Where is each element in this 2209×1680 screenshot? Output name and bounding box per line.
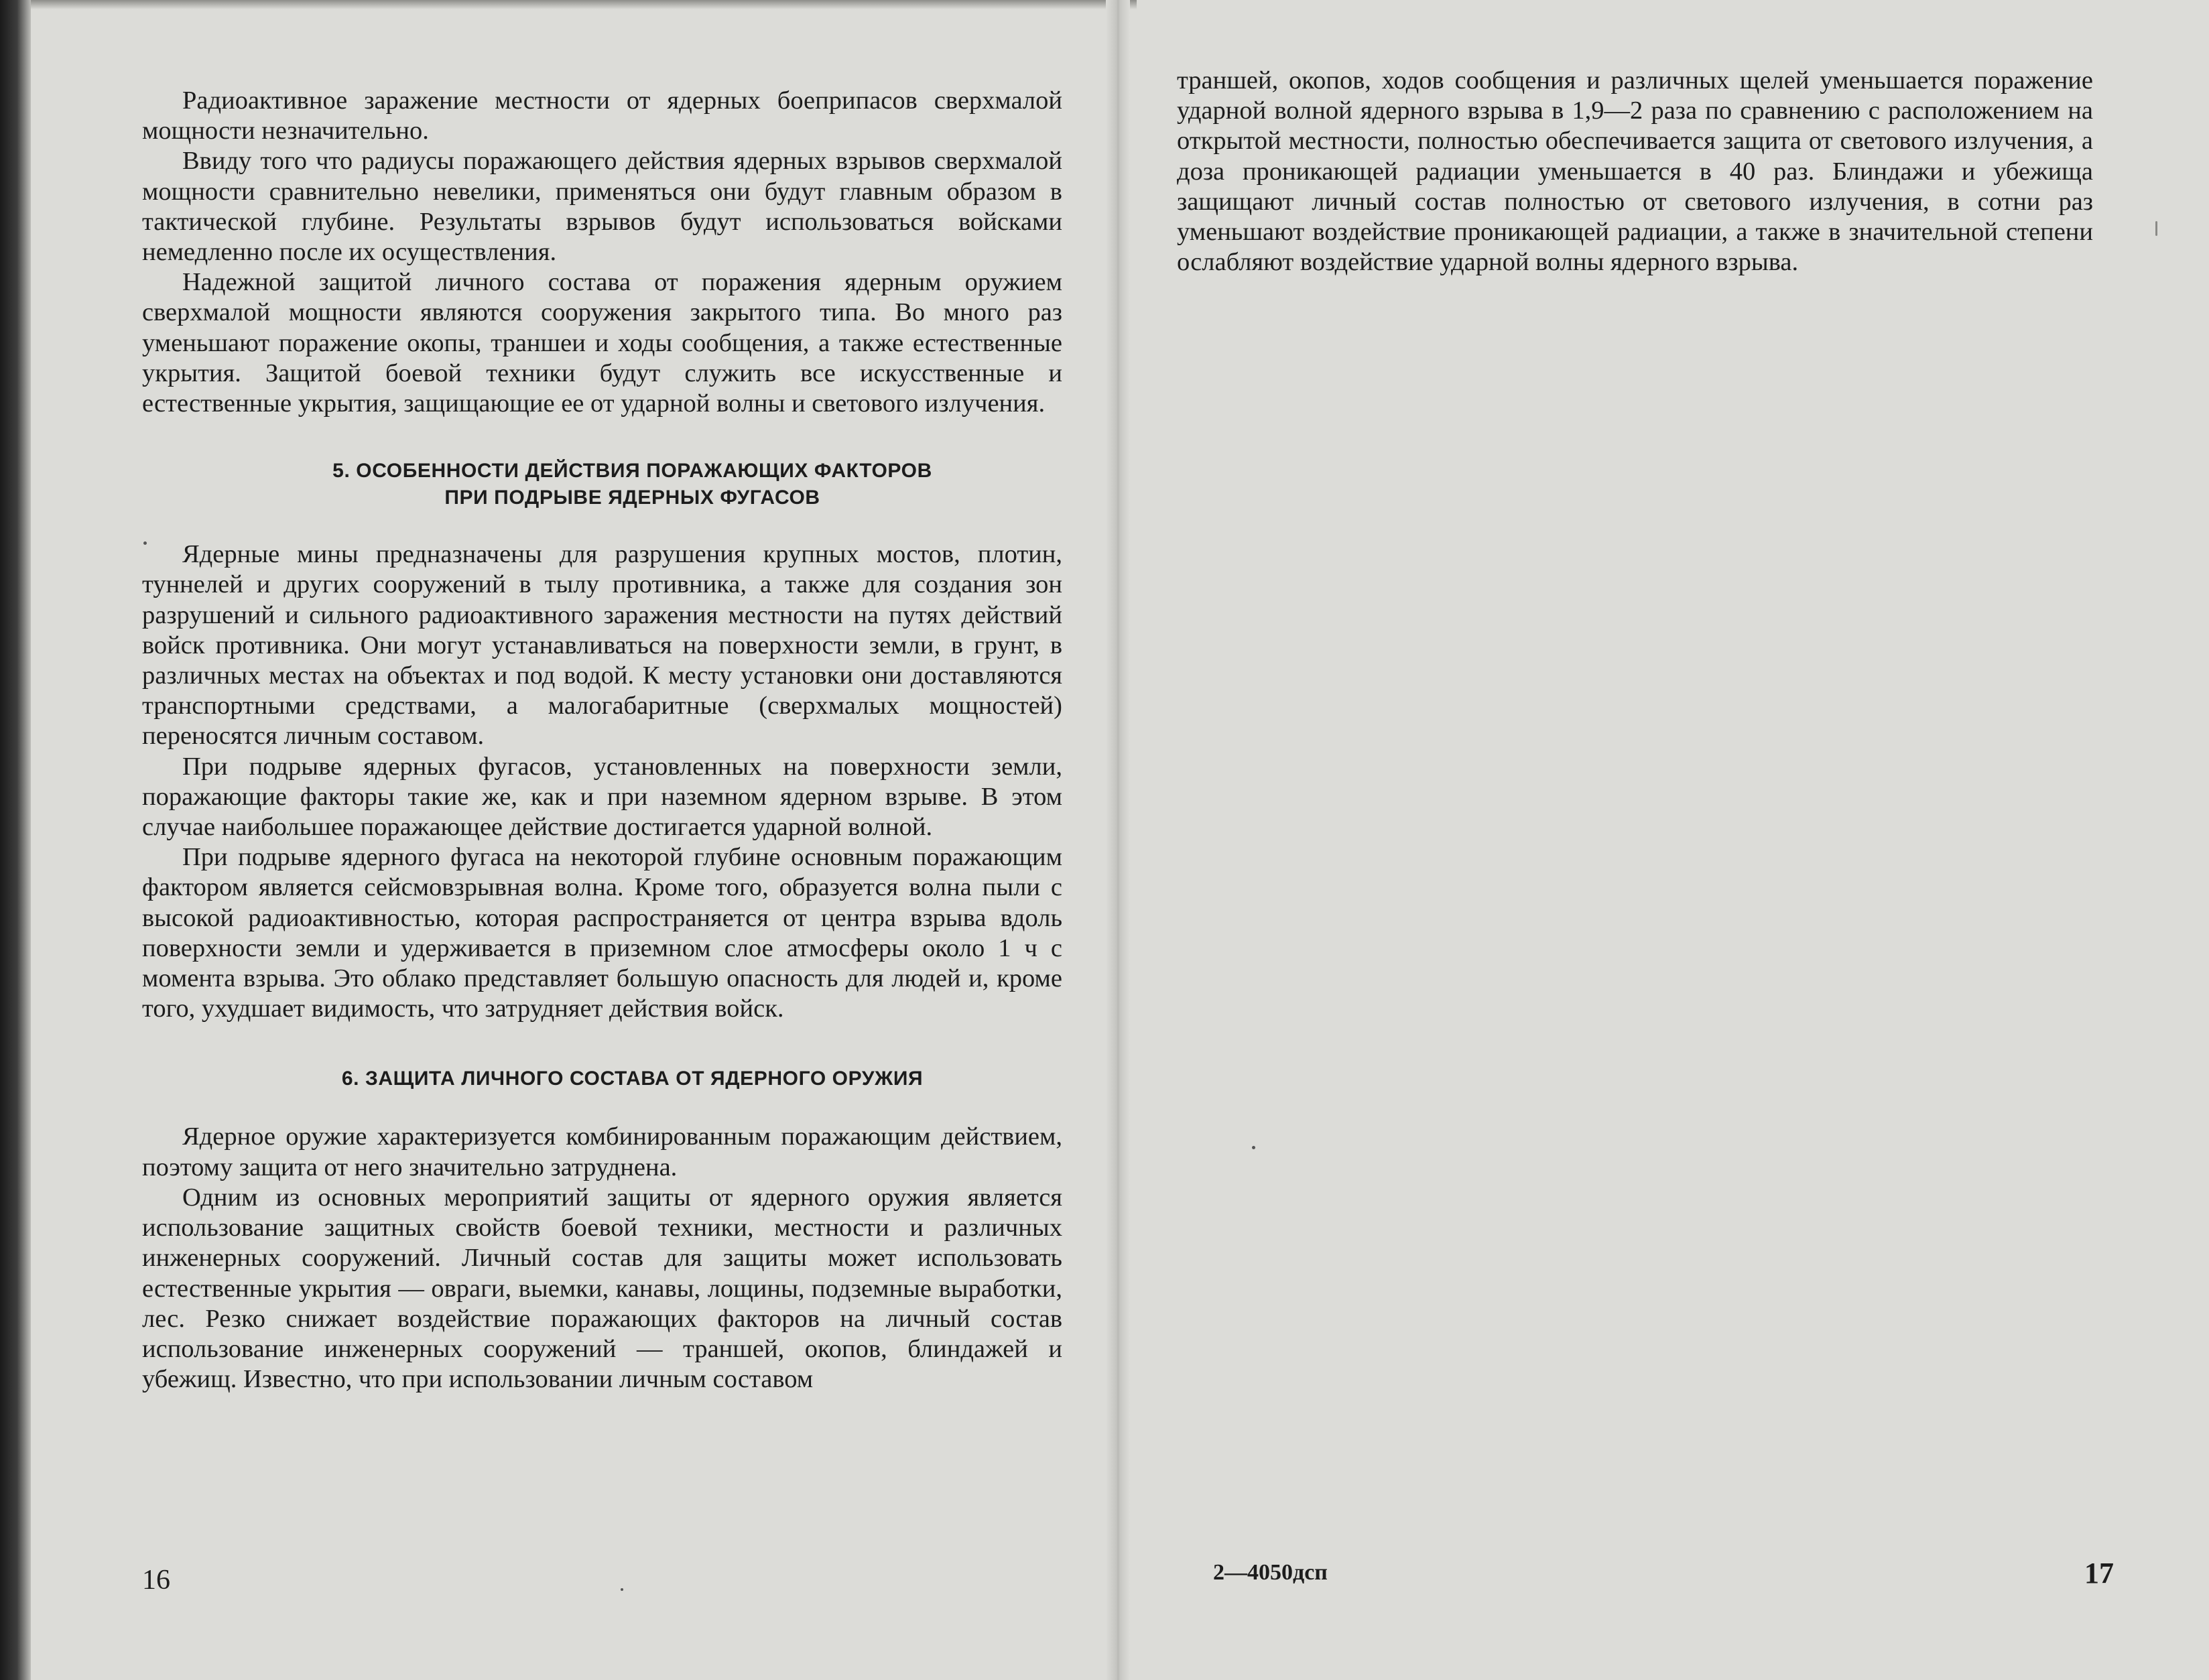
paragraph: Одним из основных мероприятий защиты от ядерного оружия является использование защитных свойств боевой техники, местности и различных инженерных сооружений. Личный состав для защиты может использовать естественные укрытия — овраги, выемки, канавы, лощины, подземные выработки, лес. Резко снижает воздействие поражающих факторов на личный состав использование инженерных сооружений — траншей, окопов, блиндажей и убежищ. Известно, что при использовании личным составом [142,1183,1062,1394]
left-page [31,0,1106,1680]
section-5-heading-line-1: 5. ОСОБЕННОСТИ ДЕЙСТВИЯ ПОРАЖАЮЩИХ ФАКТОРОВ [332,460,932,482]
print-speck [2155,221,2157,236]
paragraph: При подрыве ядерных фугасов, установленных на поверхности земли, поражающие факторы такие же, как и при наземном ядерном взрыве. В этом случае наибольшее поражающее действие достигается ударной волной. [142,752,1062,842]
right-page-text-column [1177,66,2093,277]
printer-signature-mark: 2—4050дсп [1213,1560,1328,1585]
section-6-heading: 6. ЗАЩИТА ЛИЧНОГО СОСТАВА ОТ ЯДЕРНОГО ОРУЖИЯ [341,1068,924,1090]
page-number-left: 16 [142,1565,170,1596]
paragraph: Ядерные мины предназначены для разрушения крупных мостов, плотин, туннелей и других сооружений в тылу противника, а также для создания зон разрушений и сильного радиоактивного заражения местности на путях действий войск противника. Они могут устанавливаться на поверхности земли, в грунт, в различных местах на объектах и под водой. К месту установки они доставляются транспортными средствами, а малогабаритные (сверхмалых мощностей) переносятся личным составом. [142,540,1062,751]
left-page-text-column [142,86,1062,1395]
section-5-heading [142,458,1062,511]
paragraph: Ввиду того что радиусы поражающего действия ядерных взрывов сверхмалой мощности сравнительно невелики, применяться они будут главным образом в тактической глубине. Результаты взрывов будут использоваться войсками немедленно после их осуществления. [142,147,1062,267]
paragraph: Радиоактивное заражение местности от ядерных боеприпасов сверхмалой мощности незначительно. [142,86,1062,145]
paragraph: При подрыве ядерного фугаса на некоторой глубине основным поражающим фактором является сейсмовзрывная волна. Кроме того, образуется волна пыли с высокой радиоактивностью, которая распространяется от центра взрыва вдоль поверхности земли и удерживается в приземном слое атмосферы около 1 ч с момента взрыва. Это облако представляет большую опасность для людей и, кроме того, ухудшает видимость, что затрудняет действия войск. [142,843,1062,1023]
print-speck [1252,1146,1255,1149]
print-speck [143,541,147,545]
paragraph: Ядерное оружие характеризуется комбинированным поражающим действием, поэтому защита от него значительно затруднена. [142,1122,1062,1181]
print-speck [621,1588,623,1591]
page-number-right: 17 [2084,1557,2114,1590]
paragraph: траншей, окопов, ходов сообщения и различных щелей уменьшается поражение ударной волной ядерного взрыва в 1,9—2 раза по сравнению с расположением на открытой местности, полностью обеспечивается защита от светового излучения, а доза проникающей радиации уменьшается в 40 раз. Блиндажи и убежища защищают личный состав полностью от светового излучения, в сотни раз уменьшают воздействие проникающей радиации, а также в значительной степени ослабляют воздействие ударной волны ядерного взрыва. [1177,66,2093,277]
section-5-heading-line-2: ПРИ ПОДРЫВЕ ЯДЕРНЫХ ФУГАСОВ [444,487,820,509]
right-page [1130,0,2209,1680]
paragraph: Надежной защитой личного состава от поражения ядерным оружием сверхмалой мощности являются сооружения закрытого типа. Во много раз уменьшают поражение окопы, траншеи и ходы сообщения, а также естественные укрытия. Защитой боевой техники будут служить все искусственные и естественные укрытия, защищающие ее от ударной волны и светового излучения. [142,268,1062,418]
page-gutter [1106,0,1130,1680]
binding-edge-shadow [0,0,31,1680]
